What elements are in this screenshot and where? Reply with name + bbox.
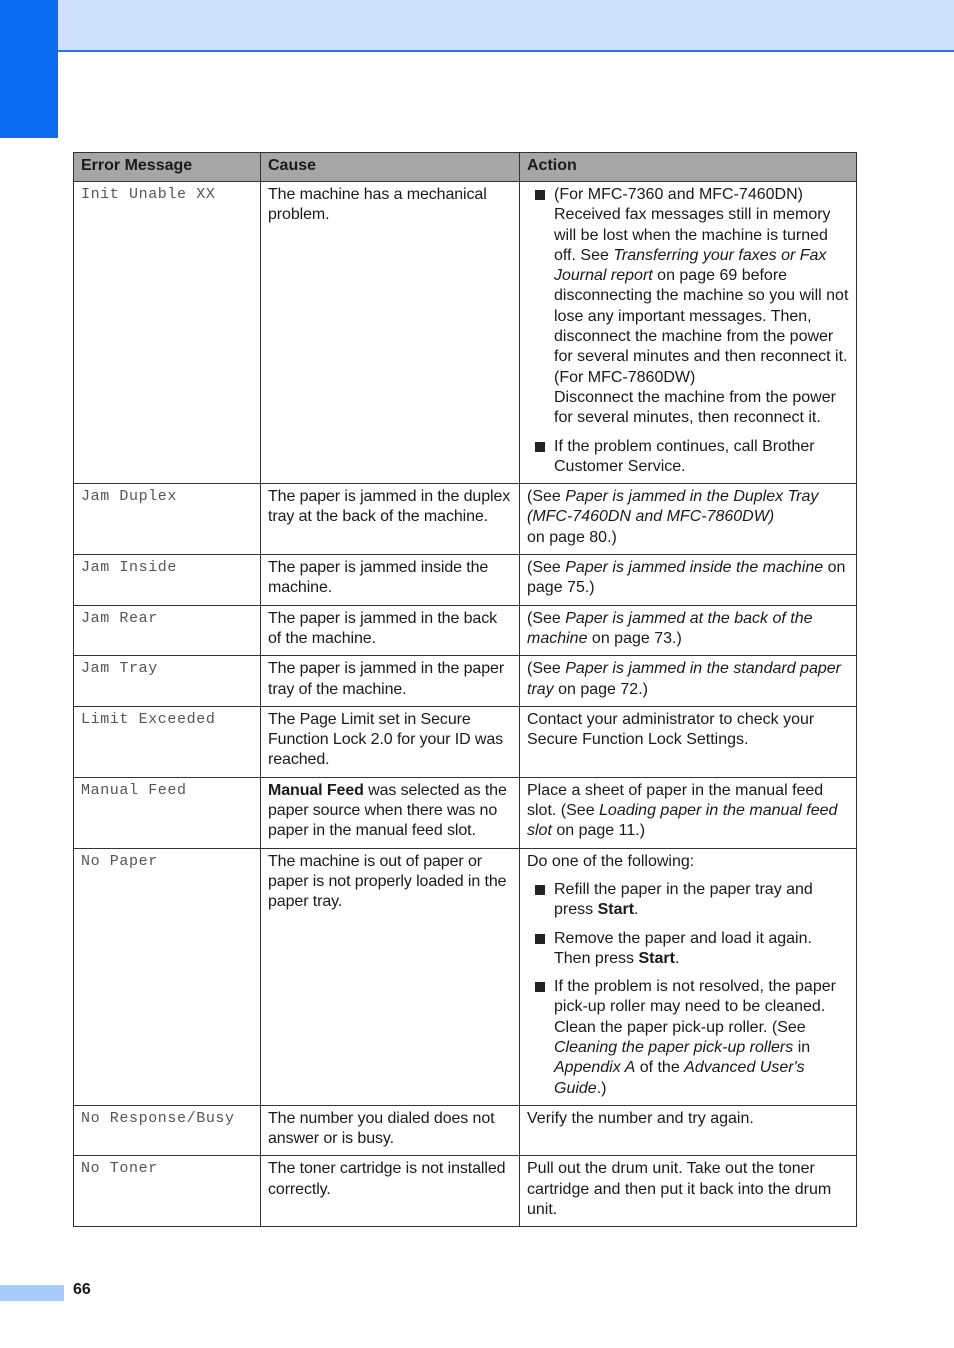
- action-text: .: [674, 949, 680, 967]
- list-item: [527, 977, 849, 1099]
- table-row: [74, 484, 857, 555]
- error-cause: The machine has a mechanical problem.: [261, 182, 520, 484]
- action-text: (See: [527, 609, 566, 627]
- start-key-label: Start: [638, 949, 675, 967]
- error-code: Init Unable XX: [74, 182, 261, 484]
- bullet-square-icon: [535, 190, 545, 200]
- error-cause: The Page Limit set in Secure Function Lock 2.0 for your ID was reached.: [261, 706, 520, 777]
- header-cause: Cause: [261, 153, 520, 182]
- action-text: Place a sheet of paper in the manual feed slot. (See: [527, 781, 824, 820]
- cross-reference: Paper is jammed in the Duplex Tray (MFC-7460DN and MFC-7860DW): [527, 488, 819, 526]
- error-code: No Paper: [74, 848, 261, 1105]
- error-cause: The machine is out of paper or paper is not properly loaded in the paper tray.: [261, 848, 520, 1105]
- header-action: Action: [520, 153, 857, 182]
- list-item: [527, 437, 849, 478]
- error-action: [520, 848, 857, 1105]
- action-text: of the: [635, 1059, 685, 1077]
- error-cause: The toner cartridge is not installed correctly.: [261, 1156, 520, 1227]
- page-number: 66: [73, 1281, 91, 1298]
- action-text: Refill the paper in the paper tray and press: [554, 880, 813, 919]
- error-action: [520, 484, 857, 555]
- action-text: If the problem continues, call Brother Customer Service.: [554, 437, 815, 475]
- action-text: (See: [527, 488, 566, 506]
- cross-reference: Loading paper in the manual feed slot: [527, 802, 838, 840]
- error-code: No Toner: [74, 1156, 261, 1227]
- table-row: [74, 182, 857, 484]
- table-row: [74, 1156, 857, 1227]
- action-list: [527, 185, 849, 477]
- header-error-message: Error Message: [74, 153, 261, 182]
- error-code: Jam Duplex: [74, 484, 261, 555]
- table-row: [74, 1105, 857, 1156]
- error-code: No Response/Busy: [74, 1105, 261, 1156]
- bullet-square-icon: [535, 982, 545, 992]
- cause-text: was selected as the paper source when there was no paper in the manual feed slot.: [268, 781, 507, 840]
- error-action: [520, 656, 857, 707]
- action-text: on page 69 before disconnecting the machine so you will not lose any important messages. Then, disconnect the machine from the power for several minutes and then reconnect it.: [554, 267, 849, 366]
- action-text: Remove the paper and load it again. Then press: [554, 929, 812, 967]
- footer-bar: [0, 1285, 64, 1301]
- error-cause: The paper is jammed in the paper tray of the machine.: [261, 656, 520, 707]
- bullet-square-icon: [535, 442, 545, 452]
- error-action: [520, 555, 857, 606]
- table-row: [74, 777, 857, 848]
- action-text: on page 80.): [527, 528, 617, 546]
- table-row: [74, 605, 857, 656]
- error-action: [520, 182, 857, 484]
- bullet-square-icon: [535, 885, 545, 895]
- cause-bold-term: Manual Feed: [268, 781, 364, 799]
- action-text: (See: [527, 559, 566, 577]
- cross-reference: Paper is jammed at the back of the machine: [527, 609, 813, 647]
- list-item: [527, 929, 849, 970]
- error-code: Jam Rear: [74, 605, 261, 656]
- error-action: [520, 605, 857, 656]
- error-cause: The paper is jammed in the duplex tray at the back of the machine.: [261, 484, 520, 555]
- table-row: [74, 848, 857, 1105]
- start-key-label: Start: [597, 901, 635, 919]
- action-text: in: [793, 1038, 811, 1056]
- action-text: on page 75.): [527, 559, 846, 597]
- action-text: If the problem is not resolved, the paper pick-up roller may need to be cleaned. Clean the paper pick-up roller. (See: [554, 978, 836, 1036]
- error-cause: The paper is jammed in the back of the machine.: [261, 605, 520, 656]
- error-cause: The paper is jammed inside the machine.: [261, 555, 520, 606]
- table-row: [74, 555, 857, 606]
- list-item: [527, 185, 849, 429]
- cross-reference: Paper is jammed in the standard paper tray: [527, 660, 841, 698]
- error-action: Contact your administrator to check your Secure Function Lock Settings.: [520, 706, 857, 777]
- top-header-band: [0, 0, 954, 52]
- bullet-square-icon: [535, 934, 545, 944]
- table-row: [74, 656, 857, 707]
- action-text: .): [596, 1079, 607, 1097]
- action-text: on page 73.): [587, 629, 682, 647]
- action-paragraph: [554, 185, 849, 368]
- chapter-tab: [0, 0, 58, 138]
- action-intro: Do one of the following:: [527, 852, 695, 870]
- error-cause: [261, 777, 520, 848]
- error-action: Pull out the drum unit. Take out the toner cartridge and then put it back into the drum unit.: [520, 1156, 857, 1227]
- error-action: [520, 777, 857, 848]
- action-text: .: [634, 901, 639, 919]
- error-cause: The number you dialed does not answer or is busy.: [261, 1105, 520, 1156]
- action-text: (For MFC-7360 and MFC-7460DN) Received fax messages still in memory will be lost when the machine is turned off. See: [554, 186, 831, 264]
- table-header-row: [74, 153, 857, 182]
- action-text: on page 72.): [553, 680, 648, 698]
- error-code: Manual Feed: [74, 777, 261, 848]
- cross-reference: Paper is jammed inside the machine: [565, 559, 824, 577]
- cross-reference: Transferring your faxes or Fax Journal report: [554, 246, 827, 285]
- error-message-table: [73, 152, 857, 1227]
- cross-reference: Cleaning the paper pick-up rollers: [554, 1038, 794, 1056]
- action-text: on page 11.): [551, 822, 646, 840]
- error-code: Jam Tray: [74, 656, 261, 707]
- error-code: Jam Inside: [74, 555, 261, 606]
- cross-reference: Advanced User's Guide: [554, 1059, 805, 1097]
- error-code: Limit Exceeded: [74, 706, 261, 777]
- action-list: [527, 880, 849, 1099]
- action-text: (See: [527, 660, 566, 678]
- error-action: Verify the number and try again.: [520, 1105, 857, 1156]
- list-item: [527, 880, 849, 921]
- cross-reference: Appendix A: [554, 1059, 636, 1077]
- action-paragraph: (For MFC-7860DW): [554, 368, 696, 386]
- action-paragraph: Disconnect the machine from the power for several minutes, then reconnect it.: [554, 388, 836, 427]
- table-row: [74, 706, 857, 777]
